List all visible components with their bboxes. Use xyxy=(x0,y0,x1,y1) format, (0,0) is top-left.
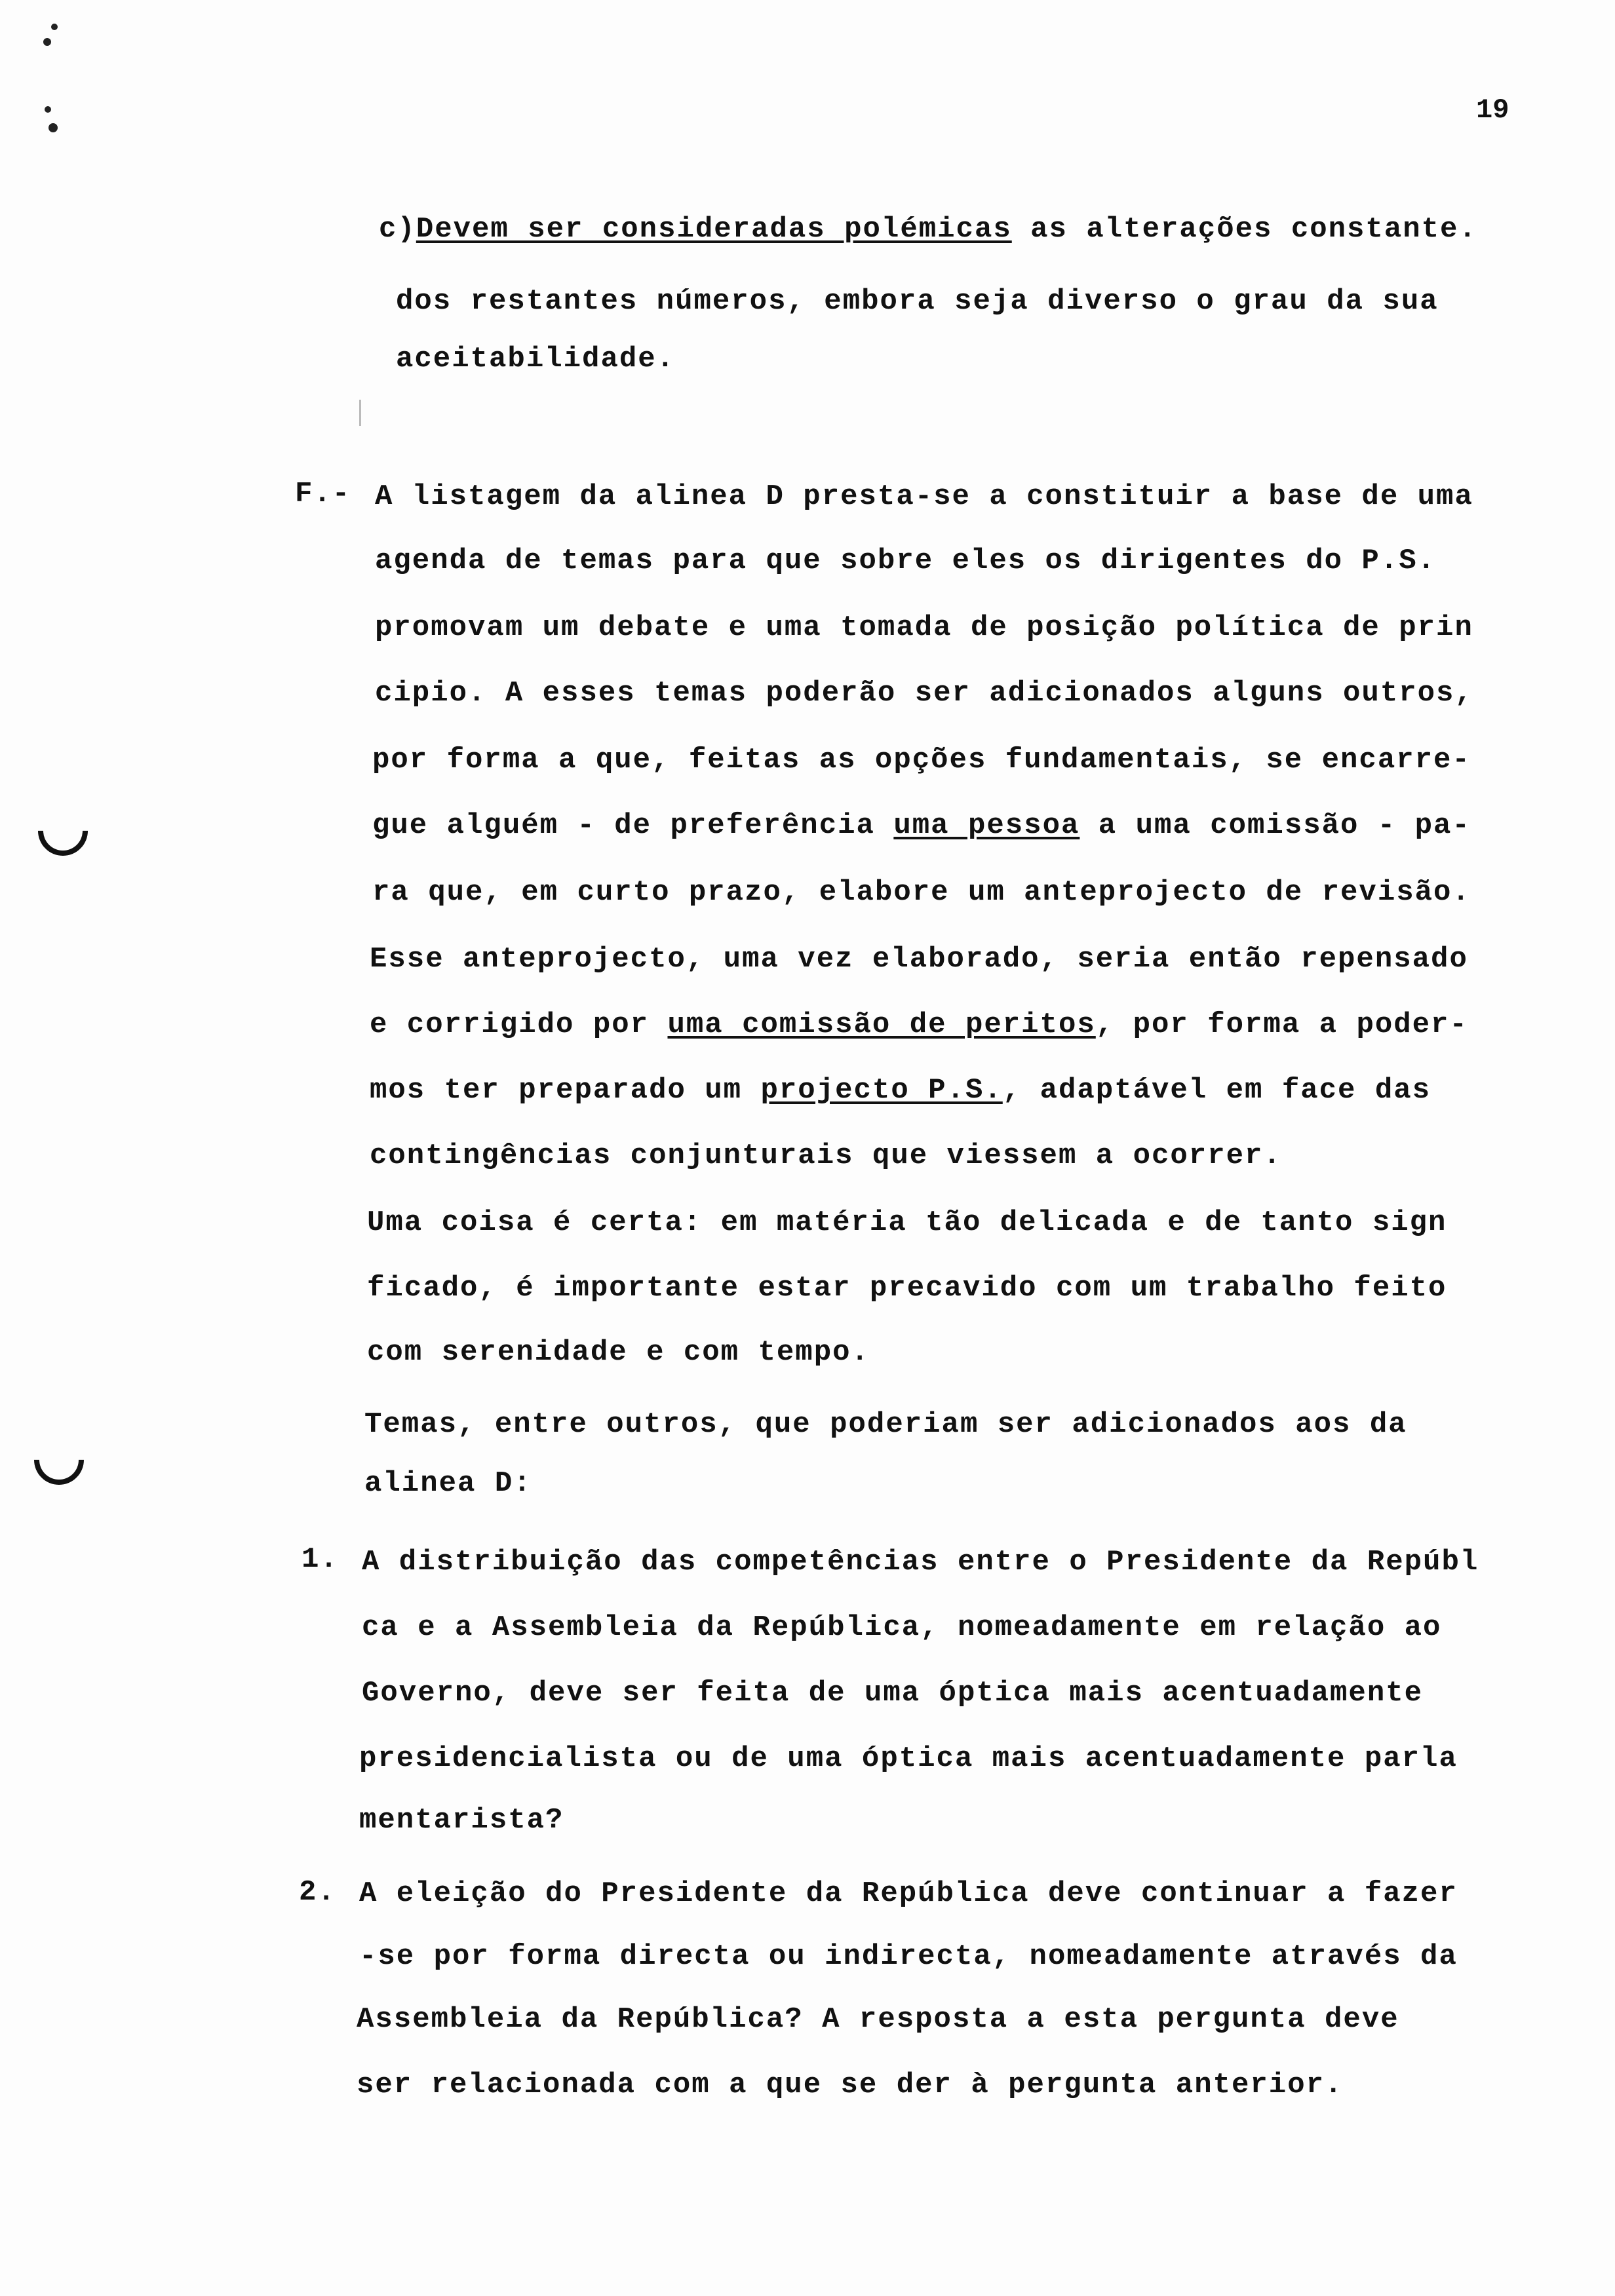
scan-mark xyxy=(43,38,51,46)
section-f-line-15: Temas, entre outros, que poderiam ser adicionados aos da xyxy=(364,1408,1407,1441)
item-1-line-4: presidencialista ou de uma óptica mais acentuadamente parla xyxy=(359,1742,1458,1775)
section-f-line-14: com serenidade e com tempo. xyxy=(367,1336,870,1369)
section-f-line-4: cipio. A esses temas poderão ser adicionados alguns outros, xyxy=(375,677,1473,710)
section-f-line-10 xyxy=(370,1072,1431,1109)
section-c-line-2: dos restantes números, embora seja diverso o grau da sua xyxy=(396,285,1439,318)
section-f-line-11: contingências conjunturais que viessem a ocorrer. xyxy=(370,1139,1282,1172)
section-f-line-9-b: , por forma a poder- xyxy=(1095,1008,1468,1041)
item-1-line-1: A distribuição das competências entre o Presidente da Repúbl xyxy=(362,1546,1479,1578)
section-f-line-10-a: mos ter preparado um xyxy=(370,1074,761,1107)
item-2-number: 2. xyxy=(299,1876,336,1909)
underlined-projecto-ps: projecto P.S. xyxy=(760,1074,1003,1107)
section-f-line-9 xyxy=(370,1006,1468,1043)
section-f-line-2: agenda de temas para que sobre eles os dirigentes do P.S. xyxy=(375,545,1437,577)
section-f-line-1: A listagem da alinea D presta-se a constituir a base de uma xyxy=(375,480,1473,513)
section-f-line-6-a: gue alguém - de preferência xyxy=(372,809,894,842)
underlined-comissao-peritos: uma comissão de peritos xyxy=(667,1008,1096,1041)
section-f-label: F.- xyxy=(295,478,351,510)
section-c-line-3: aceitabilidade. xyxy=(396,343,676,375)
section-f-line-5: por forma a que, feitas as opções fundamentais, se encarre- xyxy=(372,744,1471,776)
item-1-line-3: Governo, deve ser feita de uma óptica mais acentuadamente xyxy=(362,1677,1424,1710)
section-f-line-3: promovam um debate e uma tomada de posição política de prin xyxy=(375,611,1473,644)
punch-hole-mark xyxy=(28,795,98,866)
item-2-line-3: Assembleia da República? A resposta a esta pergunta deve xyxy=(357,2003,1399,2036)
punch-hole-mark xyxy=(24,1425,94,1495)
section-c-rest: as alterações constante. xyxy=(1011,213,1477,246)
item-2-line-1: A eleição do Presidente da República deve continuar a fazer xyxy=(359,1877,1458,1910)
scan-line xyxy=(359,400,361,426)
section-f-line-16: alinea D: xyxy=(364,1467,532,1500)
section-f-line-7: ra que, em curto prazo, elabore um anteprojecto de revisão. xyxy=(372,876,1471,909)
page-number: 19 xyxy=(1476,94,1509,126)
section-f-line-6-b: a uma comissão - pa- xyxy=(1080,809,1471,842)
section-c-line-1 xyxy=(379,211,1477,248)
scan-mark xyxy=(51,24,58,30)
item-1-line-5: mentarista? xyxy=(359,1804,564,1837)
item-1-line-2: ca e a Assembleia da República, nomeadamente em relação ao xyxy=(362,1611,1442,1644)
underlined-uma-pessoa: uma pessoa xyxy=(893,809,1080,842)
item-2-line-4: ser relacionada com a que se der à pergunta anterior. xyxy=(357,2069,1344,2101)
item-2-line-2: -se por forma directa ou indirecta, nomeadamente através da xyxy=(359,1940,1458,1973)
section-f-line-9-a: e corrigido por xyxy=(370,1008,668,1041)
scan-mark xyxy=(45,106,51,113)
section-f-line-13: ficado, é importante estar precavido com um trabalho feito xyxy=(367,1272,1447,1305)
section-f-line-10-b: , adaptável em face das xyxy=(1002,1074,1431,1107)
item-1-number: 1. xyxy=(302,1543,339,1576)
section-c-prefix: c) xyxy=(379,213,416,246)
scan-mark xyxy=(49,123,58,132)
section-c-underlined: Devem ser consideradas polémicas xyxy=(416,213,1012,246)
section-f-line-6 xyxy=(372,807,1471,844)
section-f-line-12: Uma coisa é certa: em matéria tão delicada e de tanto sign xyxy=(367,1206,1447,1239)
section-f-line-8: Esse anteprojecto, uma vez elaborado, seria então repensado xyxy=(370,943,1468,976)
